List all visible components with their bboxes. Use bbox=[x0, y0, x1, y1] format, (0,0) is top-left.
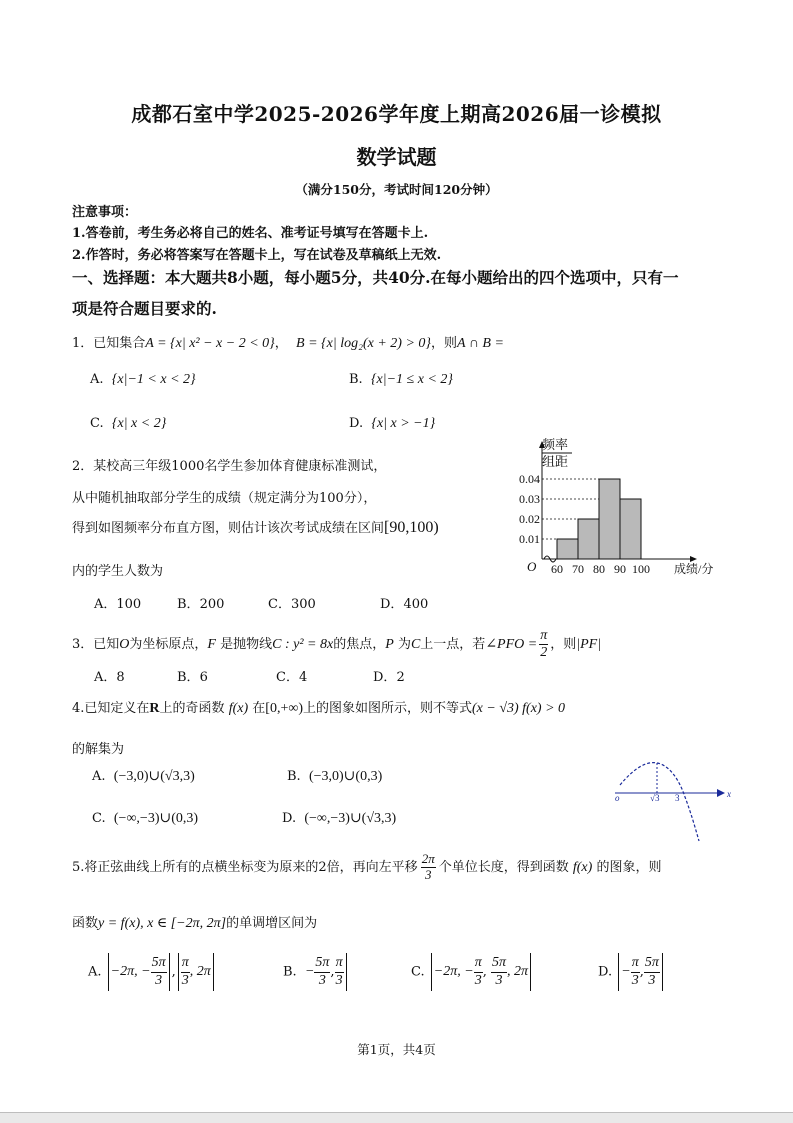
q2-line-4: 内的学生人数为 bbox=[72, 564, 164, 579]
x-tick-label: 100 bbox=[632, 562, 650, 576]
q2-option-d[interactable]: D．400 bbox=[380, 597, 429, 612]
q3-option-c[interactable]: C．4 bbox=[276, 670, 308, 685]
q2-line-2: 从中随机抽取部分学生的成绩（规定满分为100分）， bbox=[72, 491, 377, 506]
notice-item-2: 2.作答时，务必将答案写在答题卡上，写在试卷及草稿纸上无效. bbox=[72, 248, 442, 263]
y-label-top: 频率 bbox=[542, 437, 569, 452]
q5-option-a[interactable]: A. −2π, − $\frac{5\pi}{3}$ , $\frac{\pi}{3}$ , 2π bbox=[88, 953, 216, 991]
q2-option-b[interactable]: B．200 bbox=[177, 597, 225, 612]
y-tick-label: 0.01 bbox=[519, 532, 540, 546]
q5-option-b[interactable]: B. − $\frac{5\pi}{3}$ , $\frac{\pi}{3}$ bbox=[283, 953, 349, 991]
y-tick-label: 0.02 bbox=[519, 512, 540, 526]
function-curve bbox=[620, 763, 699, 841]
page-footer: 第1页，共4页 bbox=[357, 1042, 436, 1057]
q1-option-b[interactable]: B. {x|−1 ≤ x < 2} bbox=[349, 372, 454, 387]
frequency-histogram bbox=[500, 432, 715, 582]
score-note: （满分150分，考试时间120分钟） bbox=[295, 182, 498, 197]
graph-label-o: o bbox=[615, 793, 620, 803]
y-label-bottom: 组距 bbox=[542, 454, 569, 469]
q4-option-b[interactable]: B. (−3,0)∪(0,3) bbox=[287, 769, 383, 784]
x-axis-arrow-icon bbox=[717, 789, 725, 797]
x-tick-label: 90 bbox=[614, 562, 626, 576]
x-tick-label: 80 bbox=[593, 562, 605, 576]
q1-expr: A ∩ B = bbox=[457, 336, 504, 351]
exam-title: 成都石室中学2025-2026学年度上期高2026届一诊模拟 bbox=[131, 102, 662, 126]
q3-parabola: C : y² = 8x bbox=[272, 637, 334, 653]
q4-line-2: 的解集为 bbox=[72, 742, 125, 757]
x-tick-label: 60 bbox=[551, 562, 563, 576]
y-tick-label: 0.04 bbox=[519, 472, 540, 486]
q3-option-b[interactable]: B．6 bbox=[177, 670, 208, 685]
y-tick-label: 0.03 bbox=[519, 492, 540, 506]
q5-option-d[interactable]: D. − $\frac{\pi}{3}$ , $\frac{5\pi}{3}$ bbox=[598, 953, 665, 991]
section-heading-line2: 项是符合题目要求的. bbox=[72, 299, 217, 318]
q1-option-d[interactable]: D. {x| x > −1} bbox=[349, 416, 436, 431]
histogram-bar bbox=[620, 499, 641, 559]
x-tick-label: 70 bbox=[572, 562, 584, 576]
q2-option-c[interactable]: C．300 bbox=[268, 597, 316, 612]
q5-function-domain: y = f(x), x ∈ [−2π, 2π] bbox=[98, 916, 227, 931]
q1-set-b: B = {x| log₂(x + 2) > 0} bbox=[296, 336, 431, 351]
q5-line-2: 函数y = f(x), x ∈ [−2π, 2π]的单调增区间为 bbox=[72, 916, 318, 931]
q5-option-c[interactable]: C. −2π, − $\frac{\pi}{3}$ , $\frac{5\pi}{3}$ , 2π bbox=[411, 953, 533, 991]
q2-option-a[interactable]: A．100 bbox=[94, 597, 142, 612]
q2-line-1: 2．某校高三年级1000名学生参加体育健康标准测试， bbox=[72, 459, 387, 474]
origin-label: O bbox=[527, 559, 537, 574]
q4-inequality: (x − √3) f(x) > 0 bbox=[472, 701, 566, 716]
q1-option-a[interactable]: A. {x|−1 < x < 2} bbox=[90, 372, 196, 387]
question-5-stem: 5.将正弦曲线上所有的点横坐标变为原来的2倍，再向左平移 $\frac{2\pi}{3}$ 个单位长度，得到函数 f(x) 的图象，则 bbox=[72, 851, 662, 882]
histogram-bar bbox=[557, 539, 578, 559]
graph-label-3: 3 bbox=[675, 793, 680, 803]
q4-option-c[interactable]: C. (−∞,−3)∪(0,3) bbox=[92, 811, 199, 826]
q2-interval: [90,100) bbox=[384, 519, 439, 536]
question-3-stem: 3．已知O为坐标原点，F 是抛物线C : y² = 8x的焦点，P 为C上一点，若∠PFO = $\frac{\pi}{2}$ ，则|PF| bbox=[72, 628, 602, 661]
notice-item-1: 1.答卷前，考生务必将自己的姓名、准考证号填写在答题卡上. bbox=[72, 226, 429, 241]
q4-option-a[interactable]: A. (−3,0)∪(√3,3) bbox=[92, 769, 195, 784]
page-bottom-edge bbox=[0, 1112, 793, 1123]
histogram-bar bbox=[578, 519, 599, 559]
q3-option-d[interactable]: D．2 bbox=[373, 670, 405, 685]
q4-option-d[interactable]: D. (−∞,−3)∪(√3,3) bbox=[282, 811, 397, 826]
q3-option-a[interactable]: A．8 bbox=[94, 670, 125, 685]
q1-option-c[interactable]: C. {x| x < 2} bbox=[90, 416, 167, 431]
question-4-stem: 4.已知定义在R上的奇函数 f(x) 在[0,+∞)上的图象如图所示，则不等式(x − √3) f(x) > 0 bbox=[72, 701, 566, 716]
q1-set-a: A = {x| x² − x − 2 < 0} bbox=[145, 336, 275, 351]
exam-subtitle: 数学试题 bbox=[356, 145, 437, 169]
q2-line-3: 得到如图频率分布直方图，则估计该次考试成绩在区间[90,100) bbox=[72, 519, 439, 536]
section-heading-line1: 一、选择题：本大题共8小题，每小题5分，共40分.在每小题给出的四个选项中，只有一 bbox=[72, 268, 679, 287]
notice-heading: 注意事项： bbox=[72, 205, 138, 220]
question-1-stem: 1．已知集合A = {x| x² − x − 2 < 0}， B = {x| log₂(x + 2) > 0}，则A ∩ B = bbox=[72, 336, 504, 351]
x-axis-label: 成绩/分 bbox=[674, 562, 714, 576]
histogram-bar bbox=[599, 479, 620, 559]
graph-label-x: x bbox=[727, 789, 731, 799]
graph-label-sqrt3: √3 bbox=[650, 793, 660, 803]
q4-function-graph bbox=[605, 755, 735, 845]
